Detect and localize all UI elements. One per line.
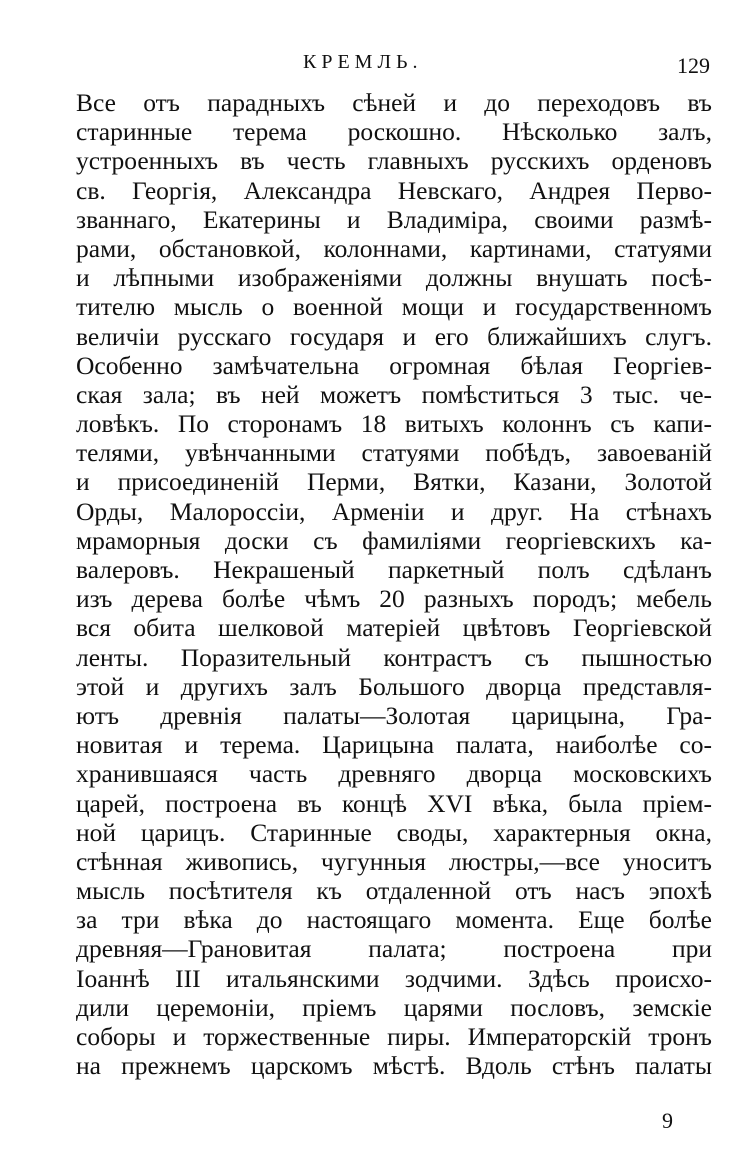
text-line: царей, построена въ концѣ XVI вѣка, была пріем-	[76, 788, 712, 818]
running-head	[0, 44, 731, 80]
text-line: дили церемоніи, пріемъ царями пословъ, земскіе	[76, 992, 712, 1022]
text-line: ловѣкъ. По сторонамъ 18 витыхъ колоннъ съ капи-	[76, 409, 712, 439]
text-line: Іоаннѣ III итальянскими зодчими. Здѣсь происхо-	[76, 963, 712, 993]
text-line: за три вѣка до настоящаго момента. Еще болѣе	[76, 905, 712, 935]
page-number: 129	[677, 53, 710, 78]
text-line: рами, обстановкой, колоннами, картинами, статуями	[76, 233, 712, 263]
text-line: св. Георгія, Александра Невскаго, Андрея Перво-	[76, 175, 712, 205]
text-line: Орды, Малороссіи, Арменіи и друг. На стѣнахъ	[76, 496, 712, 526]
text-line: новитая и терема. Царицына палата, наиболѣе со-	[76, 730, 712, 760]
text-line: величіи русскаго государя и его ближайшихъ слугъ.	[76, 321, 712, 351]
text-line: мысль посѣтителя къ отдаленной отъ насъ эпохѣ	[76, 876, 712, 906]
text-line: мраморныя доски съ фамиліями георгіевскихъ ка-	[76, 525, 712, 555]
text-line: ская зала; въ ней можетъ помѣститься 3 тыс. че-	[76, 379, 712, 409]
text-line: устроенныхъ въ честь главныхъ русскихъ орденовъ	[76, 146, 712, 176]
text-line: валеровъ. Некрашеный паркетный полъ сдѣланъ	[76, 555, 712, 584]
text-line: древняя—Грановитая палата; построена при	[76, 934, 712, 964]
text-line: хранившаяся часть древняго дворца московскихъ	[76, 759, 712, 789]
text-line: званнаго, Екатерины и Владиміра, своими размѣ-	[76, 204, 712, 234]
text-line: соборы и торжественные пиры. Императорскій тронъ	[76, 1022, 712, 1051]
text-line: ной царицъ. Старинные своды, характерныя окна,	[76, 817, 712, 847]
text-line: изъ дерева болѣе чѣмъ 20 разныхъ породъ; мебель	[76, 584, 712, 614]
text-line: ютъ древнія палаты—Золотая царицына, Гра-	[76, 700, 712, 730]
text-line: вся обита шелковой матеріей цвѣтовъ Георгіевской	[76, 613, 712, 643]
body-text	[76, 88, 712, 1080]
text-line: и присоединеній Перми, Вятки, Казани, Золотой	[76, 467, 712, 497]
text-line: старинные терема роскошно. Нѣсколько залъ,	[76, 117, 712, 147]
running-title: КРЕМЛЬ.	[303, 51, 423, 73]
text-line: тителю мысль о военной мощи и государственномъ	[76, 292, 712, 322]
text-line: стѣнная живопись, чугунныя люстры,—все уноситъ	[76, 846, 712, 876]
text-line: телями, увѣнчанными статуями побѣдъ, завоеваній	[76, 438, 712, 468]
signature-mark: 9	[662, 1108, 673, 1133]
text-line: Все отъ парадныхъ сѣней и до переходовъ въ	[76, 88, 712, 117]
text-line: этой и другихъ залъ Большого дворца представля-	[76, 671, 712, 701]
text-line: на прежнемъ царскомъ мѣстѣ. Вдоль стѣнъ палаты	[76, 1051, 712, 1081]
text-line: ленты. Поразительный контрастъ съ пышностью	[76, 642, 712, 672]
text-line: и лѣпными изображеніями должны внушать посѣ-	[76, 263, 712, 293]
text-line: Особенно замѣчательна огромная бѣлая Георгіев-	[76, 350, 712, 380]
